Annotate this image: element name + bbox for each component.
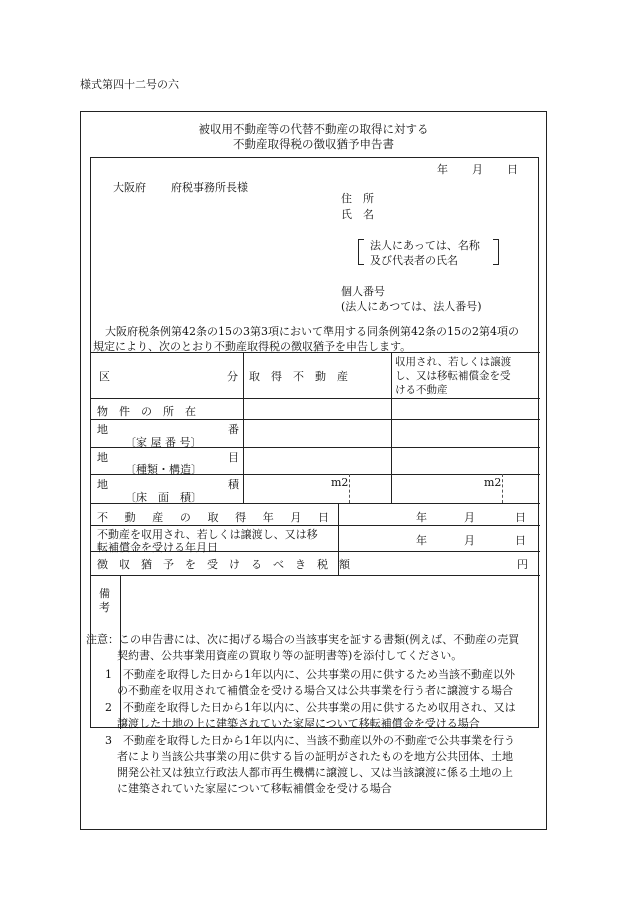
expropriated-area-unit: m2 xyxy=(484,476,502,489)
row-category-label-a: 地 xyxy=(97,451,108,464)
note-3-line1: 3 不動産を取得した日から1年以内に、当該不動産以外の不動産で公共事業を行う xyxy=(105,734,515,747)
note-3-line2: 者により当該公共事業の用に供する旨の証明がされたものを地方公共団体、土地 xyxy=(117,750,513,763)
address-label: 住 所 xyxy=(341,192,374,205)
acquired-area-unit: m2 xyxy=(331,476,349,489)
acq-date-month: 月 xyxy=(464,511,475,524)
header-expropriated-line1: 収用され、若しくは譲渡 xyxy=(395,356,512,368)
note-3-line4: に建築されていた家屋について移転補償金を受ける場合 xyxy=(117,782,392,795)
table-top-border xyxy=(91,352,540,353)
row-tax-amount-label: 徴 収 猶 予 を 受 け る べ き 税 額 xyxy=(97,558,350,571)
table-line xyxy=(91,398,540,399)
row-area-sub: 〔床 面 積〕 xyxy=(125,491,202,504)
date-month-label: 月 xyxy=(472,163,483,176)
row-acquisition-date-text: 不 動 産 の 取 得 年 月 日 xyxy=(97,511,332,524)
id-number-note: (法人にあつては、法人番号) xyxy=(341,300,482,313)
row-expropriation-date-line2: 転補償金を受ける年月日 xyxy=(97,541,218,554)
row-lot-sub: 〔家 屋 番 号〕 xyxy=(125,436,202,449)
notes-intro-line2: 契約書、公共事業用資産の買取り等の証明書等)を添付してください。 xyxy=(117,649,463,662)
row-expropriation-date-line1: 不動産を収用され、若しくは譲渡し、又は移 xyxy=(97,528,318,541)
note-1-line1: 1 不動産を取得した日から1年以内に、公共事業の用に供するため当該不動産以外 xyxy=(105,668,515,681)
tax-amount-unit: 円 xyxy=(517,558,528,571)
corp-note-line1: 法人にあっては、名称 xyxy=(370,239,480,252)
name-label: 氏 名 xyxy=(341,208,374,221)
form-title-line1: 被収用不動産等の代替不動産の取得に対する xyxy=(198,122,429,136)
table-col-divider xyxy=(243,352,244,503)
form-number: 様式第四十二号の六 xyxy=(80,78,179,91)
table-line xyxy=(91,575,540,576)
id-number-label: 個人番号 xyxy=(341,285,385,298)
exp-date-day: 日 xyxy=(515,534,526,547)
row-area-label-b: 積 xyxy=(228,478,239,491)
notes-intro-line1: 注意：この申告書には、次に掲げる場合の当該事実を証する書類(例えば、不動産の売買 xyxy=(86,633,520,646)
addressee-office: 府税事務所長様 xyxy=(171,181,248,194)
row-location-label: 物 件 の 所 在 xyxy=(97,405,196,418)
row-acquisition-date-label xyxy=(97,509,332,525)
addressee-prefecture: 大阪府 xyxy=(113,181,146,194)
date-year-label: 年 xyxy=(437,163,448,176)
table-line xyxy=(91,419,540,420)
area-decimal-divider xyxy=(349,474,350,503)
acq-date-day: 日 xyxy=(515,511,526,524)
header-kubun: 区 xyxy=(99,370,110,383)
acq-date-year: 年 xyxy=(416,511,427,524)
header-expropriated-line2: し、又は移転補償金を受 xyxy=(395,370,511,382)
row-lot-label-b: 番 xyxy=(228,423,239,436)
row-category-sub: 〔種類・構造〕 xyxy=(125,463,202,476)
note-2-line2: 譲渡した土地の上に建築されていた家屋について移転補償金を受ける場合 xyxy=(117,717,480,730)
remarks-label-a: 備 xyxy=(99,587,110,600)
row-area-label-a: 地 xyxy=(97,478,108,491)
header-bun: 分 xyxy=(227,370,238,383)
table-col-divider xyxy=(391,352,392,503)
header-acquired-property: 取 得 不 動 産 xyxy=(249,370,348,383)
corp-note-line2: 及び代表者の氏名 xyxy=(370,254,458,267)
form-frame xyxy=(80,111,547,830)
exp-date-year: 年 xyxy=(416,534,427,547)
header-expropriated-line3: ける不動産 xyxy=(395,384,448,396)
note-3-line3: 開発公社又は独立行政法人都市再生機構に譲渡し、又は当該譲渡に係る土地の上 xyxy=(117,766,513,779)
exp-date-month: 月 xyxy=(464,534,475,547)
remarks-label-b: 考 xyxy=(99,601,110,614)
row-category-label-b: 目 xyxy=(228,451,239,464)
bracket-right xyxy=(493,239,499,265)
note-1-line2: の不動産を収用されて補償金を受ける場合又は公共事業を行う者に譲渡する場合 xyxy=(117,684,513,697)
form-title-line2: 不動産取得税の徴収猶予申告書 xyxy=(233,137,394,151)
row-lot-label-a: 地 xyxy=(97,423,108,436)
declaration-line1: 大阪府税条例第42条の15の3第3項において準用する同条例第42条の15の2第4項の xyxy=(105,325,519,338)
declaration-line2: 規定により、次のとおり不動産取得税の徴収猶予を申告します。 xyxy=(93,340,412,353)
bracket-left xyxy=(358,239,364,265)
area-decimal-divider xyxy=(502,474,503,503)
note-2-line1: 2 不動産を取得した日から1年以内に、公共事業の用に供するため収用され、又は xyxy=(105,701,516,714)
date-day-label: 日 xyxy=(507,163,518,176)
